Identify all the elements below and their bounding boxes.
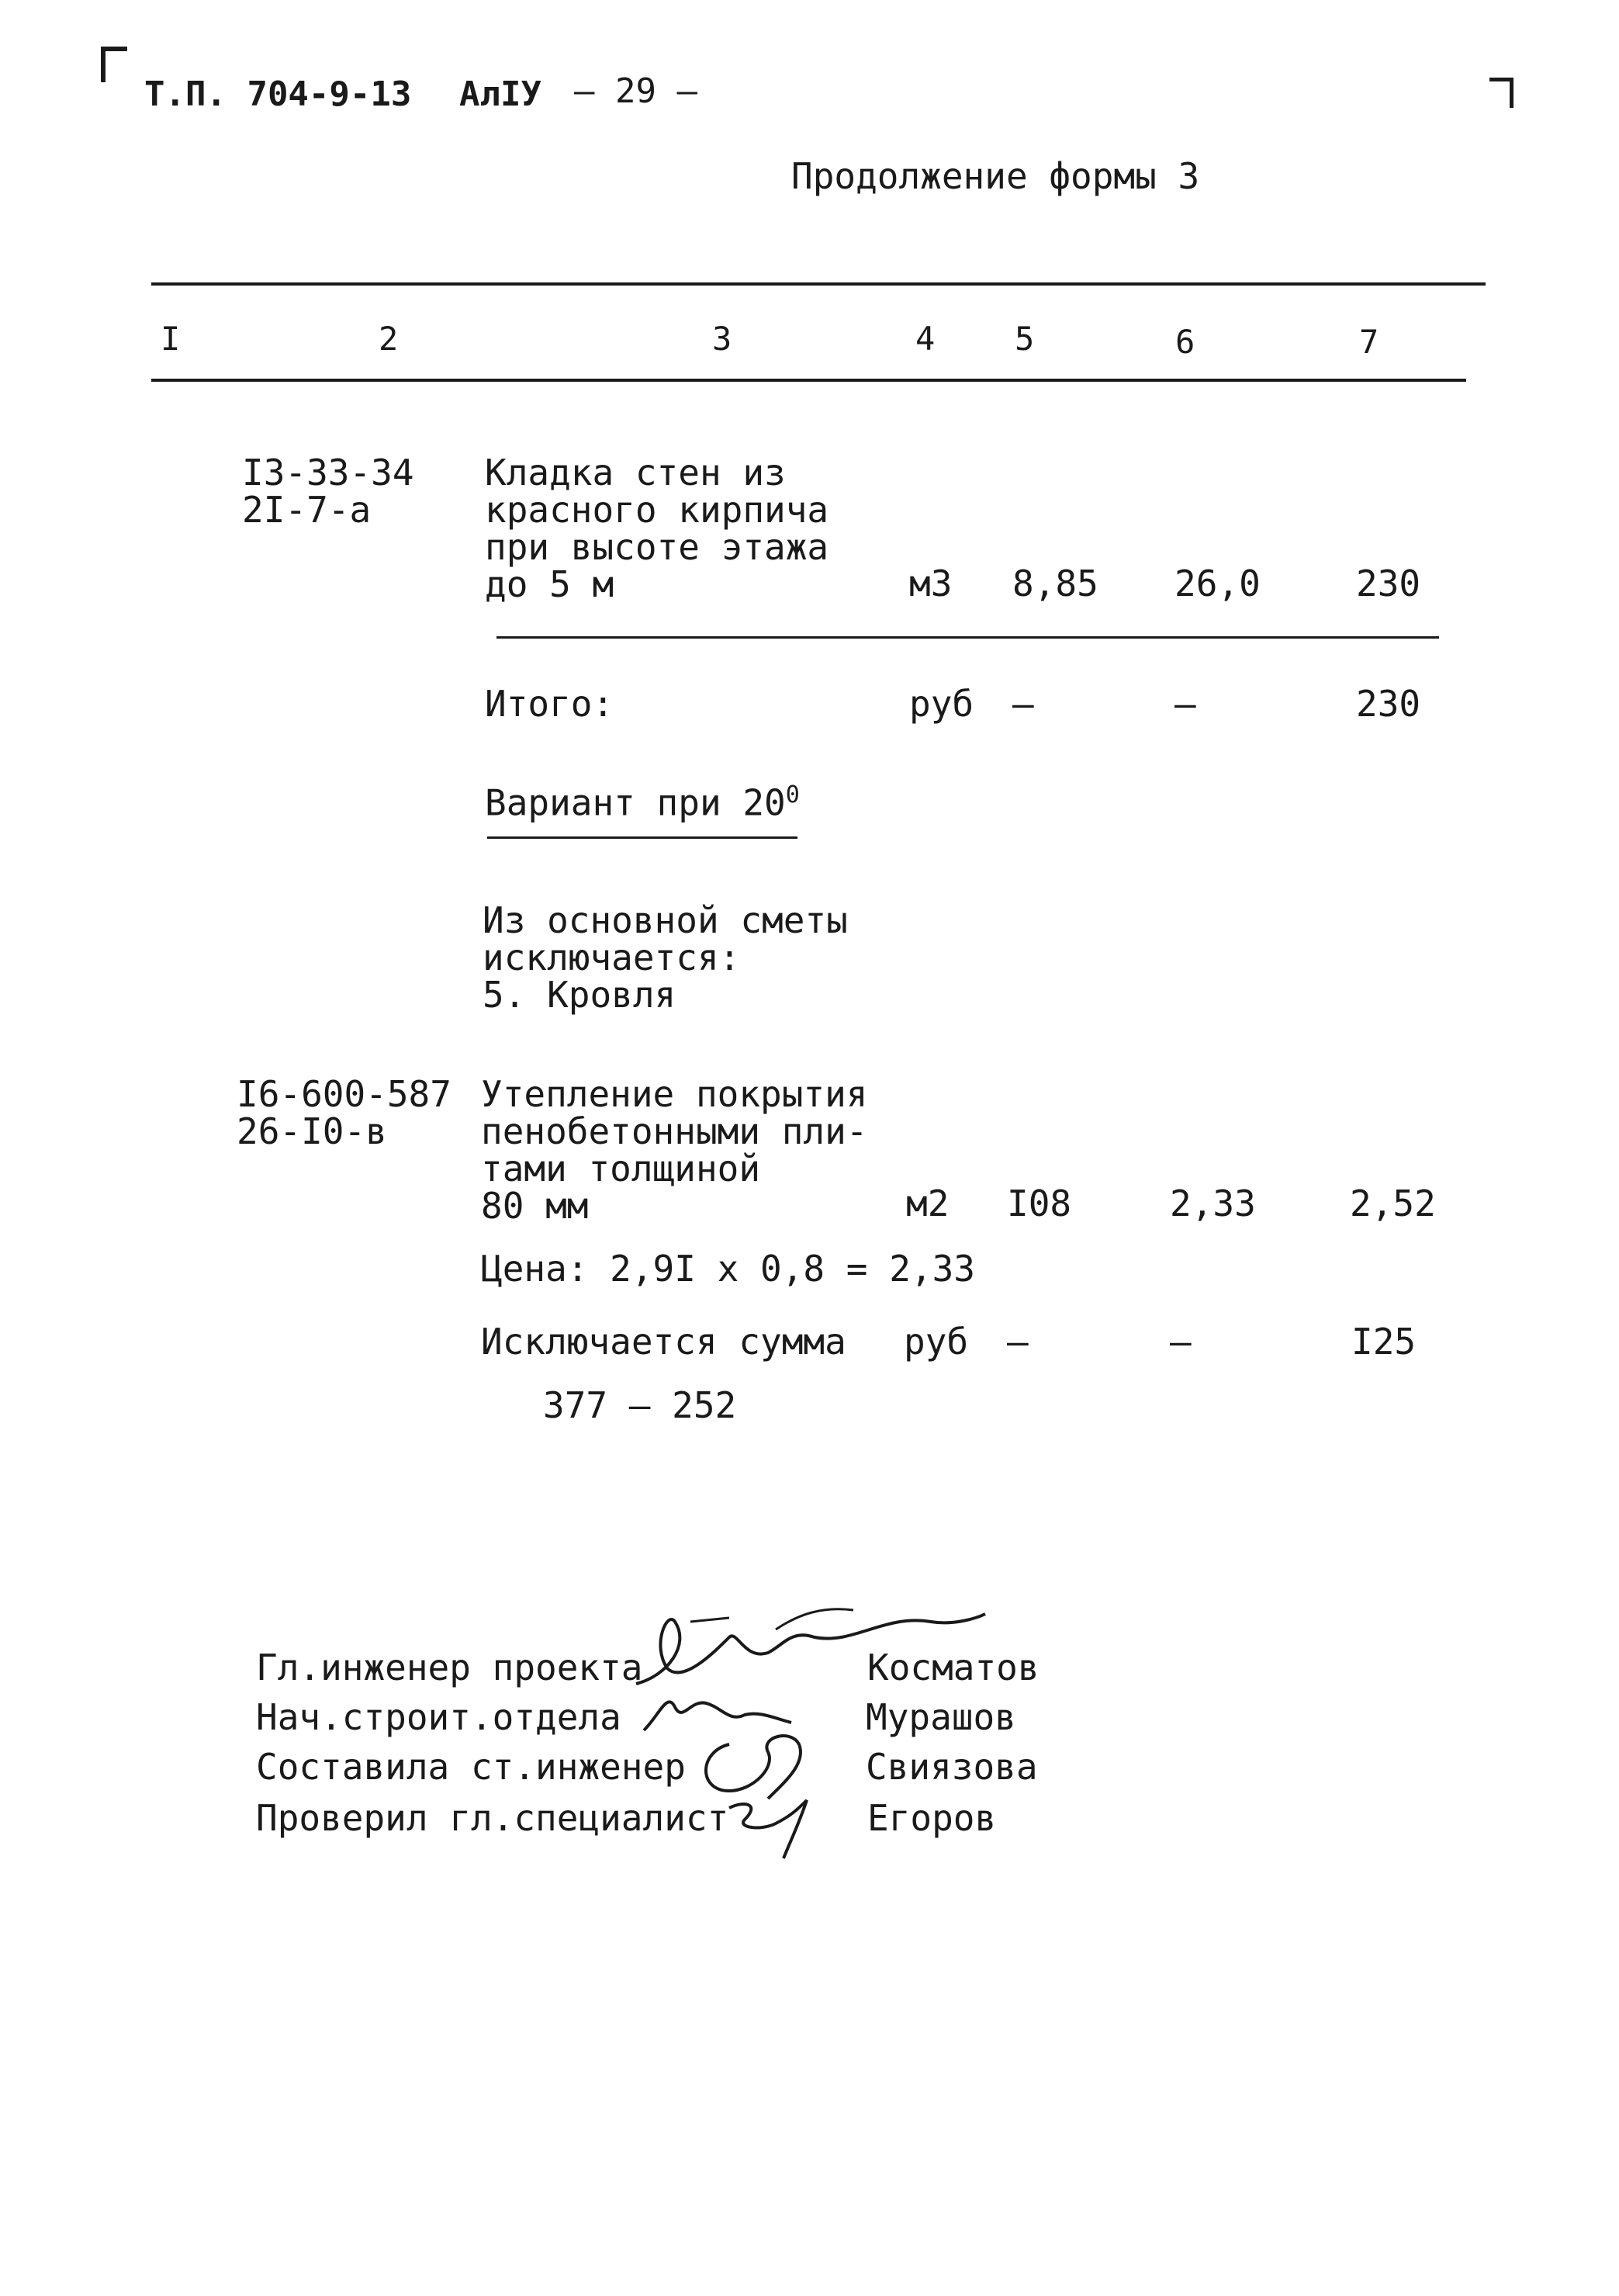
row-4-qty: – <box>1007 1321 1029 1363</box>
page-number: – 29 – <box>574 71 697 111</box>
signature-name-4: Егоров <box>867 1797 997 1839</box>
row-3-qty: I08 <box>1007 1183 1072 1224</box>
col-header-3: 3 <box>712 320 732 358</box>
row-4-unit: руб <box>904 1321 969 1363</box>
signature-name-3: Свиязова <box>866 1746 1038 1788</box>
row-3-code: I6-600-587 26-I0-в <box>237 1073 451 1152</box>
variant-title: Вариант при $20^0$ <box>485 781 800 824</box>
row-2-price: – <box>1174 683 1196 725</box>
signature-role-3: Составила ст.инженер <box>256 1746 686 1788</box>
col-header-7: 7 <box>1359 323 1379 361</box>
document-code: Т.П. 704-9-13 <box>144 74 412 114</box>
corner-mark-top-right <box>1489 78 1513 108</box>
row-2-unit: руб <box>909 683 974 725</box>
row-1-code: I3-33-34 2I-7-а <box>242 452 414 531</box>
row-1-total: 230 <box>1356 563 1421 604</box>
signature-role-1: Гл.инженер проекта <box>256 1647 643 1688</box>
row-1-price: 26,0 <box>1174 563 1261 604</box>
row-2-total: 230 <box>1356 683 1421 725</box>
col-header-4: 4 <box>915 320 936 358</box>
signature-role-4: Проверил гл.специалист <box>256 1797 729 1839</box>
col-header-1: I <box>161 320 181 358</box>
calc-expression: 377 – 252 <box>543 1384 737 1426</box>
row-3-description: Утепление покрытия пенобетонными пли- тами толщиной 80 мм <box>481 1073 868 1227</box>
price-formula: Цена: 2,9I х 0,8 = 2,33 <box>481 1248 975 1290</box>
row-4-price: – <box>1170 1321 1192 1363</box>
row-3-price: 2,33 <box>1170 1183 1256 1224</box>
row-4-total: I25 <box>1351 1321 1417 1363</box>
album-number: АлIУ <box>459 74 541 114</box>
signature-scribble-4 <box>714 1785 838 1862</box>
row-2-qty: – <box>1012 683 1034 725</box>
row-2-description: Итого: <box>485 683 614 725</box>
col-header-5: 5 <box>1015 320 1035 358</box>
row-3-unit: м2 <box>906 1183 950 1224</box>
col-header-6: 6 <box>1175 323 1195 361</box>
row-3-total: 2,52 <box>1350 1183 1436 1224</box>
table-header-rule <box>151 379 1466 382</box>
corner-mark-top-left <box>101 47 127 82</box>
signature-name-2: Мурашов <box>866 1696 1016 1738</box>
row-1-description: Кладка стен из красного кирпича при высоте этажа до 5 м <box>485 452 829 605</box>
variant-degree: 0 <box>785 781 800 809</box>
variant-underline <box>487 836 797 839</box>
signature-role-2: Нач.строит.отдела <box>256 1696 621 1738</box>
signature-name-1: Косматов <box>867 1647 1040 1688</box>
row-1-unit: м3 <box>909 563 953 604</box>
row-4-description: Исключается сумма <box>481 1321 846 1363</box>
continuation-title: Продолжение формы 3 <box>791 155 1200 197</box>
row-1-rule <box>496 636 1439 639</box>
table-top-rule <box>151 282 1486 286</box>
col-header-2: 2 <box>379 320 399 358</box>
row-1-qty: 8,85 <box>1012 563 1098 604</box>
excluded-note: Из основной сметы исключается: 5. Кровля <box>483 899 848 1016</box>
